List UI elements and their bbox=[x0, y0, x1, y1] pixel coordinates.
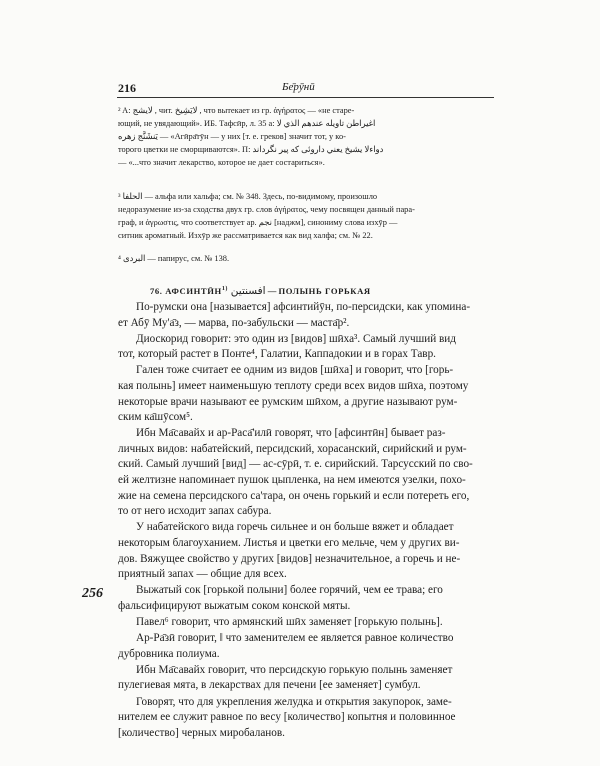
footnote-line: — «...что значит лекарство, которое не дает состариться». bbox=[118, 158, 325, 167]
text-line: жие на семена персидского са'тара, он очень горький и если потереть его, bbox=[118, 489, 470, 502]
text-line: У набатейского вида горечь сильнее и он больше вяжет и обладает bbox=[136, 521, 454, 534]
paragraph bbox=[118, 426, 496, 520]
text-line: ским ка̄шӯсом⁵. bbox=[118, 411, 193, 424]
text-line: кая полынь] имеет наименьшую теплоту среди всех видов шӣха, поэтому bbox=[118, 379, 469, 392]
text-line: Говорят, что для укрепления желудка и открытия закупорок, заме- bbox=[136, 695, 452, 708]
footnote-line: ² A: لايشج , чит. لايَشِيخ , что вытекает из гр. ἀγήρατος — «не старе- bbox=[118, 106, 355, 115]
section-number: 76. bbox=[150, 286, 163, 296]
text-line: тот, который растет в Понте⁴, Галатии, Каппадокии и в горах Тавр. bbox=[118, 348, 436, 361]
paragraph bbox=[118, 363, 496, 425]
header-rule bbox=[117, 97, 494, 98]
section-heading bbox=[150, 285, 371, 297]
footnote-line: граф, и ἀγρωστις, что соответствует ар. نجم [наджм], синониму слова изхӯр — bbox=[118, 218, 398, 227]
text-line: нителем ее служит равное по весу [количество] копытня и половинное bbox=[118, 711, 456, 724]
footnote-line: ющий, не увядающий». ИБ. Тафсӣр, л. 35 а: اغیراطن تاويله عندهم الذي لا bbox=[118, 119, 376, 128]
text-line: Выжатый сок [горькой полыни] более горячий, чем ее трава; его bbox=[136, 584, 443, 597]
text-line: Ибн Ма̄савайх и ар-Раса̄'илӣ говорят, что [афсинтӣн] бывает раз- bbox=[136, 427, 446, 440]
text-line: то от него исходит запах сабура. bbox=[118, 505, 272, 518]
paragraph bbox=[118, 615, 496, 631]
page-number: 216 bbox=[118, 81, 136, 95]
footnote-line: يَنشَنَّج زهره — «Агӣра̄тӯн — у них [т. е. греков] значит тот, у ко- bbox=[118, 132, 346, 141]
section-title-ar: افسنتين bbox=[230, 285, 266, 297]
text-line: пулегиевая мята, в лекарствах для печени [ее заменяет] сумбул. bbox=[118, 679, 421, 692]
text-line: некоторым благоуханием. Листья и цветки его мельче, чем у других ви- bbox=[118, 536, 460, 549]
text-line: Павел⁶ говорит, что армянский шӣх заменяет [горькую полынь]. bbox=[136, 616, 443, 628]
section-title-cyr: АФСИНТӢН bbox=[165, 286, 222, 296]
text-line: Ар-Ра̄зӣ говорит, ‖ что заменителем ее является равное количество bbox=[136, 632, 454, 645]
paragraph bbox=[118, 631, 496, 662]
footnote-line: недоразумение из-за сходства двух гр. слов ἀγήρατος, чему посвящен данный пара- bbox=[118, 205, 415, 214]
footnote-2 bbox=[118, 104, 496, 169]
footnote-4 bbox=[118, 252, 496, 265]
text-line: [количество] черных миробаланов. bbox=[118, 726, 285, 739]
text-line: ей желтизне напоминает пушок цыпленка, на нем имеются узелки, похо- bbox=[118, 474, 466, 487]
paragraph bbox=[118, 520, 496, 582]
text-line: Ибн Ма̄савайх говорит, что персидскую горькую полынь заменяет bbox=[136, 663, 453, 676]
text-line: ет Абӯ Му'а̄з, — марва, по-забульски — маста̄р². bbox=[118, 316, 350, 329]
text-line: дубровника полиума. bbox=[118, 647, 220, 660]
text-line: Гален тоже считает ее одним из видов [шӣха] и говорит, что [горь- bbox=[136, 364, 454, 377]
text-line: некоторые врачи называют ее румским шӣхом, а другие называют рум- bbox=[118, 395, 458, 408]
footnote-3 bbox=[118, 190, 496, 242]
paragraph bbox=[118, 583, 496, 614]
footnote-line: ⁴ البردى — папирус, см. № 138. bbox=[118, 254, 230, 263]
text-line: ский. Самый лучший [вид] — ас-сӯрӣ, т. е. сирийский. Тарсусский по сво- bbox=[118, 458, 473, 471]
paragraph bbox=[118, 663, 496, 694]
text-line: дов. Вяжущее свойство у других [видов] незначительное, а горечь и не- bbox=[118, 552, 461, 565]
footnote-line: ситник ароматный. Изхӯр же рассматривается как вид халфа; см. № 22. bbox=[118, 231, 373, 240]
section-title-ru: — ПОЛЫНЬ ГОРЬКАЯ bbox=[267, 286, 371, 296]
text-line: личных видов: набатейский, персидский, хорасанский, сирийский и рум- bbox=[118, 442, 467, 455]
section-note: 1) bbox=[221, 286, 229, 293]
text-line: фальсифицируют выжатым соком конской мяты. bbox=[118, 599, 351, 612]
footnote-line: торого цветки не сморщиваются». П: دواءلا يشيخ يعني داروئی که پیر نگرداند bbox=[118, 145, 384, 154]
footnote-line: ³ الحلفا — альфа или хальфа; см. № 348. Здесь, по-видимому, произошло bbox=[118, 192, 378, 201]
paragraph bbox=[118, 695, 496, 742]
margin-page-ref: 256 bbox=[82, 586, 103, 601]
text-line: По-румски она [называется] афсинтийӯн, по-персидски, как упомина- bbox=[136, 301, 471, 313]
paragraph bbox=[118, 332, 496, 363]
text-line: приятный запах — общие для всех. bbox=[118, 568, 287, 581]
paragraph bbox=[118, 300, 496, 331]
running-title: Бе̄рӯнӣ bbox=[282, 81, 315, 93]
text-line: Диоскорид говорит: это один из [видов] шӣха³. Самый лучший вид bbox=[136, 332, 456, 345]
